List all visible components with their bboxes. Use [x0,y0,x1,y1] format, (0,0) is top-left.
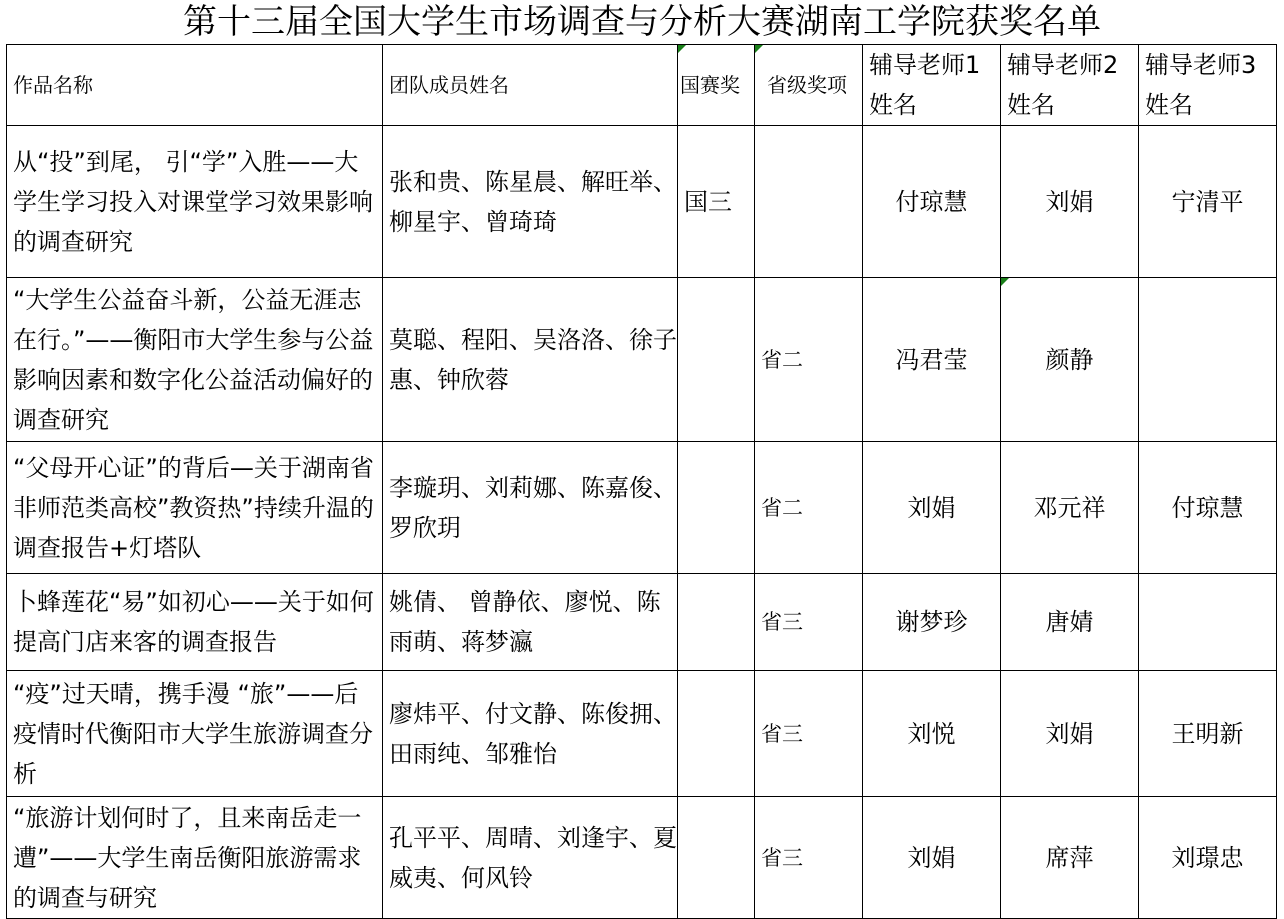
header-national[interactable]: 国赛奖 [678,45,755,126]
cell-advisor3[interactable]: 刘璟忠 [1139,797,1277,919]
header-advisor3[interactable]: 辅导老师3姓名 [1139,45,1277,126]
cell-work[interactable]: “父母开心证”的背后—关于湖南省非师范类高校”教资热”持续升温的调查报告+灯塔队 [7,442,383,574]
cell-advisor1[interactable]: 冯君莹 [863,278,1001,442]
table-row [7,126,1277,278]
table-row [7,574,1277,671]
cell-advisor1[interactable]: 刘悦 [863,671,1001,797]
cell-advisor2[interactable]: 邓元祥 [1001,442,1139,574]
cell-members[interactable]: 张和贵、陈星晨、解旺举、柳星宇、曾琦琦 [383,126,678,278]
cell-work[interactable]: “旅游计划何时了，且来南岳走一遭”——大学生南岳衡阳旅游需求的调查与研究 [7,797,383,919]
cell-work[interactable]: “疫”过天晴，携手漫 “旅”——后疫情时代衡阳市大学生旅游调查分析 [7,671,383,797]
cell-provincial[interactable]: 省二 [755,442,863,574]
header-row [7,45,1277,126]
cell-provincial[interactable] [755,126,863,278]
cell-members[interactable]: 孔平平、周晴、刘逢宇、夏威夷、何风铃 [383,797,678,919]
cell-members[interactable]: 姚倩、 曾静依、廖悦、陈雨萌、蒋梦瀛 [383,574,678,671]
cell-advisor1[interactable]: 付琼慧 [863,126,1001,278]
table-row [7,797,1277,919]
table-row [7,278,1277,442]
cell-work[interactable]: “大学生公益奋斗新，公益无涯志在行。”——衡阳市大学生参与公益影响因素和数字化公益活动偏好的调查研究 [7,278,383,442]
page-title: 第十三届全国大学生市场调查与分析大赛湖南工学院获奖名单 [183,2,1101,42]
cell-national[interactable] [678,671,755,797]
cell-advisor2[interactable]: 席萍 [1001,797,1139,919]
header-provincial[interactable]: 省级奖项 [755,45,863,126]
cell-advisor3[interactable] [1139,574,1277,671]
cell-advisor1[interactable]: 刘娟 [863,442,1001,574]
cell-national[interactable] [678,442,755,574]
cell-members[interactable]: 莫聪、程阳、吴洛洛、徐子惠、钟欣蓉 [383,278,678,442]
cell-advisor1[interactable]: 刘娟 [863,797,1001,919]
cell-advisor2[interactable]: 刘娟 [1001,671,1139,797]
cell-national[interactable] [678,797,755,919]
table-row [7,671,1277,797]
cell-national[interactable] [678,574,755,671]
header-advisor1[interactable]: 辅导老师1姓名 [863,45,1001,126]
table-row [7,442,1277,574]
awards-table [6,44,1277,919]
cell-advisor2[interactable]: 颜静 [1001,278,1139,442]
cell-members[interactable]: 廖炜平、付文静、陈俊拥、田雨纯、邹雅怡 [383,671,678,797]
cell-work[interactable]: 卜蜂莲花“易”如初心——关于如何提高门店来客的调查报告 [7,574,383,671]
cell-advisor1[interactable]: 谢梦珍 [863,574,1001,671]
cell-national[interactable]: 国三 [678,126,755,278]
cell-provincial[interactable]: 省三 [755,574,863,671]
cell-advisor2[interactable]: 唐婧 [1001,574,1139,671]
cell-provincial[interactable]: 省二 [755,278,863,442]
cell-advisor3[interactable]: 付琼慧 [1139,442,1277,574]
header-members[interactable]: 团队成员姓名 [383,45,678,126]
cell-provincial[interactable]: 省三 [755,797,863,919]
cell-provincial[interactable]: 省三 [755,671,863,797]
cell-advisor3[interactable]: 宁清平 [1139,126,1277,278]
cell-advisor3[interactable]: 王明新 [1139,671,1277,797]
cell-advisor2[interactable]: 刘娟 [1001,126,1139,278]
header-work[interactable]: 作品名称 [7,45,383,126]
header-advisor2[interactable]: 辅导老师2姓名 [1001,45,1139,126]
cell-national[interactable] [678,278,755,442]
cell-work[interactable]: 从“投”到尾， 引“学”入胜——大学生学习投入对课堂学习效果影响的调查研究 [7,126,383,278]
cell-advisor3[interactable] [1139,278,1277,442]
cell-members[interactable]: 李璇玥、刘莉娜、陈嘉俊、罗欣玥 [383,442,678,574]
